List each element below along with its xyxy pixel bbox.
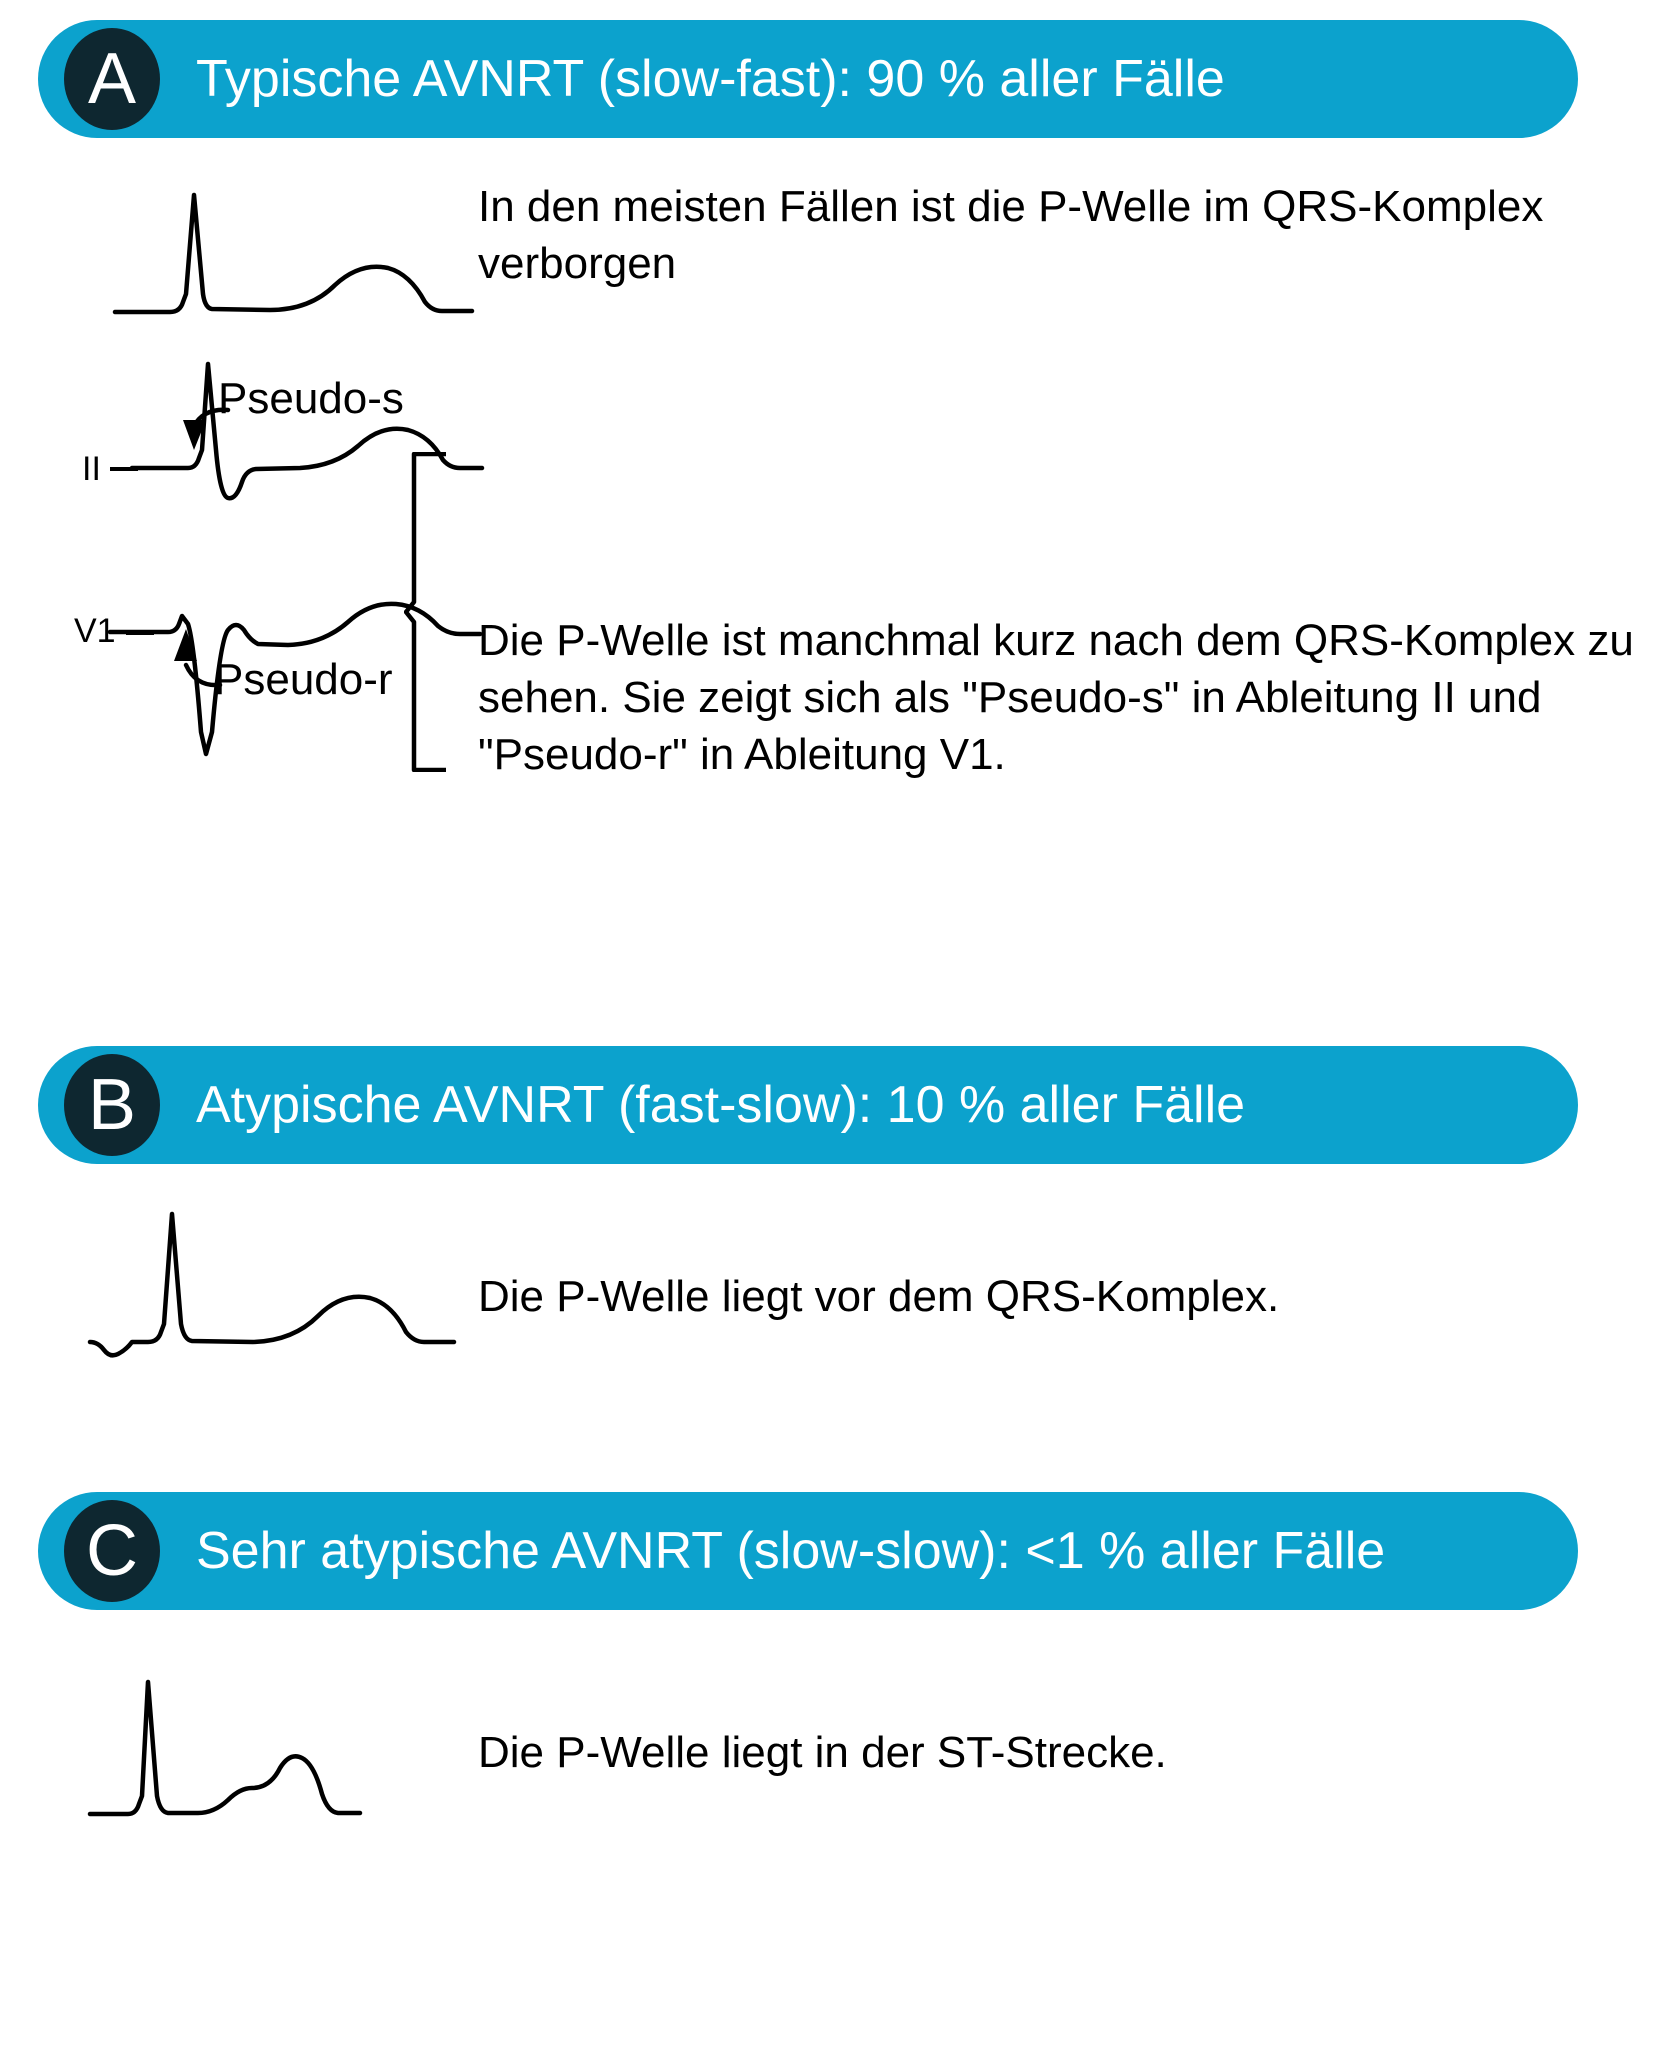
lead-leader-line-ii [110,466,140,472]
section-badge-a: A [64,28,160,130]
annotation-pseudo-s: Pseudo-s [218,374,404,423]
ecg-trace-a1 [110,190,480,340]
section-banner-c [38,1492,1578,1610]
section-badge-b: B [64,1054,160,1156]
arrow-up-icon [160,625,230,695]
section-title-a: Typische AVNRT (slow-fast): 90 % aller Fälle [196,50,1225,108]
section-badge-c: C [64,1500,160,1602]
section-banner-b [38,1046,1578,1164]
lead-label-v1: V1 [74,612,116,650]
section-title-c: Sehr atypische AVNRT (slow-slow): <1 % aller Fälle [196,1522,1386,1580]
annotation-pseudo-r: Pseudo-r [214,655,393,704]
paragraph-c1: Die P-Welle liegt in der ST-Strecke. [478,1728,1167,1777]
paragraph-a2: Die P-Welle ist manchmal kurz nach dem QRS-Komplex zu sehen. Sie zeigt sich als "Pseudo-s" in Ableitung II und "Pseudo-r" in Ableitung V1. [478,616,1634,780]
ecg-trace-b1 [88,1208,468,1368]
arrow-down-icon [166,398,236,458]
ecg-trace-c1 [88,1676,428,1841]
lead-label-ii: II [82,450,101,488]
curly-brace-icon [404,452,454,777]
paragraph-b1: Die P-Welle liegt vor dem QRS-Komplex. [478,1272,1280,1321]
paragraph-a1: In den meisten Fällen ist die P-Welle im QRS-Komplex verborgen [478,182,1544,289]
section-banner-a [38,20,1578,138]
lead-leader-line-v1 [126,630,156,636]
section-title-b: Atypische AVNRT (fast-slow): 10 % aller Fälle [196,1076,1246,1134]
